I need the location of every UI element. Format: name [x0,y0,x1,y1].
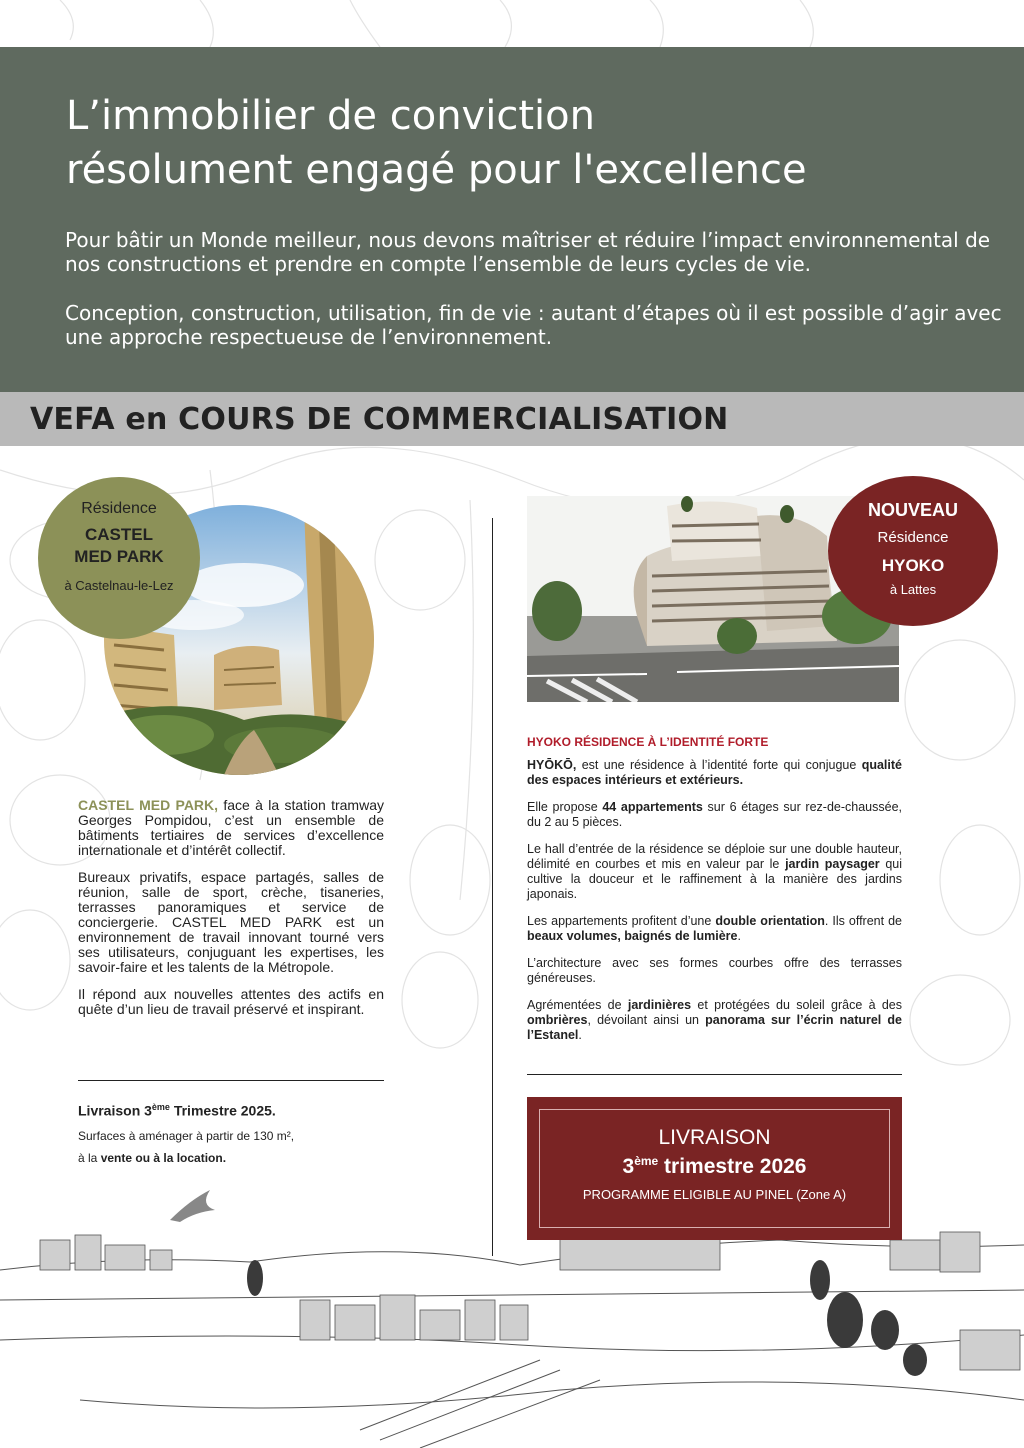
hero-paragraph-1: Pour bâtir un Monde meilleur, nous devons maîtriser et réduire l’impact environnemental de nos constructions et prendre en compte l’ensemble de leurs cycles de vie. [65,228,991,276]
hyoko-paragraph-1: HYŌKŌ, est une résidence à l’identité forte qui conjugue qualité des espaces intérieurs et extérieurs. [527,758,902,787]
section-banner [0,392,1024,446]
castel-description [78,798,384,1029]
hyoko-paragraph-4: Les appartements profitent d’une double orientation. Ils offrent de beaux volumes, baignés de lumière. [527,914,902,943]
castel-surfaces: Surfaces à aménager à partir de 130 m², [78,1128,295,1143]
castel-paragraph-2: Bureaux privatifs, espace partagés, salles de réunion, salle de sport, crèche, tisaneries, terrasses panoramiques et service de conciergerie. CASTEL MED PARK est un environnement de travail innovant tourné vers ses utilisateurs, conjuguant les expertises, les savoir-faire et les talents de la Métropole. [78,869,384,975]
hyoko-paragraph-6: Agrémentées de jardinières et protégées du soleil grâce à des ombrières, dévoilant ainsi un panorama sur l’écrin naturel de l’Estanel. [527,998,903,1042]
hero-banner [0,47,1024,392]
hyoko-description [527,735,902,1055]
castel-livraison [78,1102,398,1165]
hero-title: L’immobilier de conviction résolument engagé pour l'excellence [66,93,807,193]
castel-livraison-title: Livraison 3ème Trimestre 2025. [78,1102,276,1119]
hyoko-paragraph-2: Elle propose 44 appartements sur 6 étages sur rez-de-chaussée, du 2 au 5 pièces. [527,800,902,829]
hyoko-livraison-box [527,1097,902,1240]
hyoko-paragraph-5: L’architecture avec ses formes courbes offre des terrasses généreuses. [527,956,902,985]
hyoko-divider [527,1074,902,1075]
hyoko-heading: HYOKO RÉSIDENCE À L’IDENTITÉ FORTE [527,735,769,749]
seagull-icon [170,1190,215,1222]
castel-paragraph-1: CASTEL MED PARK, face à la station tramway Georges Pompidou, c’est un ensemble de bâtiments tertiaires de services d’excellence internationale et d’intérêt collectif. [78,797,384,858]
hyoko-pinel: PROGRAMME ELIGIBLE AU PINEL (Zone A) [582,1187,847,1202]
hyoko-badge: NOUVEAU Résidence HYOKO à Lattes [828,476,998,626]
hyoko-livraison-date: 3ème trimestre 2026 [622,1154,807,1178]
hero-paragraph-2: Conception, construction, utilisation, fin de vie : autant d’étapes où il est possible d’agir avec une approche respectueuse de l’environnement. [65,301,1002,349]
castel-vente: à la vente ou à la location. [78,1150,227,1165]
hyoko-livraison-label: LIVRAISON [658,1126,771,1149]
column-divider [492,518,493,1256]
section-banner-title: VEFA en COURS DE COMMERCIALISATION [30,402,729,437]
castel-badge: Résidence CASTEL MED PARK à Castelnau-le-Lez [38,477,200,639]
hyoko-paragraph-3: Le hall d’entrée de la résidence se déploie sur une double hauteur, délimité en courbes et mis en valeur par le jardin paysager qui cultive la douceur et le raffinement à la manière des jardins japonais. [527,842,903,901]
castel-paragraph-3: Il répond aux nouvelles attentes des actifs en quête d’un lieu de travail préservé et inspirant. [78,986,384,1017]
castel-divider [78,1080,384,1081]
